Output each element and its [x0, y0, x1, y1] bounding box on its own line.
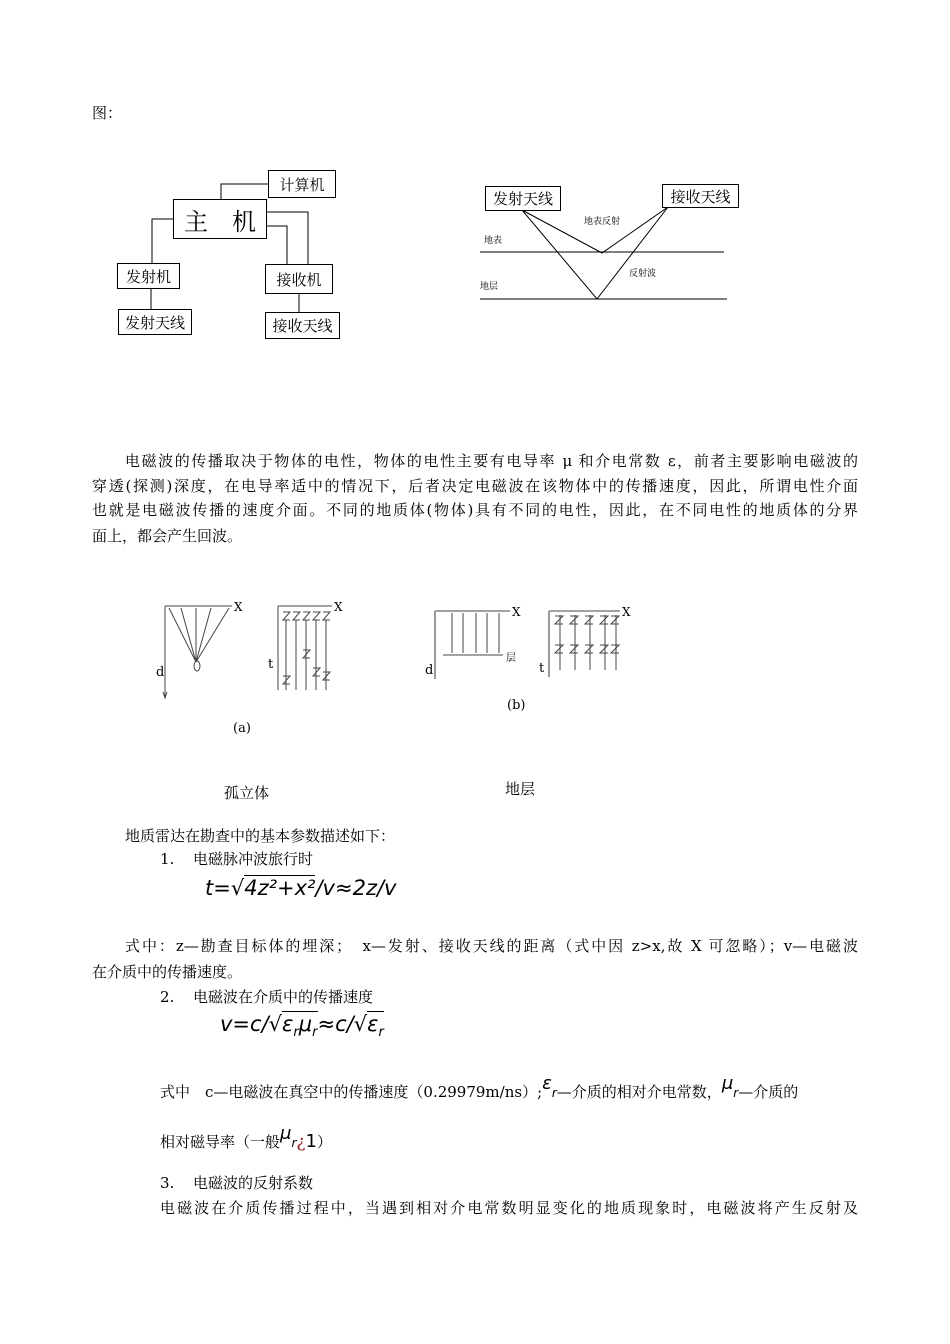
- t-axis-label: t: [539, 661, 545, 676]
- item-number: 1.: [160, 850, 175, 868]
- tx-antenna-box: 发射天线: [118, 309, 192, 335]
- rx-antenna-box: 接收天线: [265, 312, 340, 339]
- label-isolated-body: 孤立体: [224, 784, 270, 802]
- x-axis-label: X: [512, 605, 521, 619]
- sqrt-symbol: √: [230, 876, 245, 900]
- x-axis-label: X: [234, 600, 243, 614]
- formula-part: ε: [282, 1012, 294, 1036]
- formula-part: μ: [298, 1012, 313, 1036]
- x-axis-label: X: [622, 605, 631, 619]
- formula-part: r: [312, 1025, 318, 1041]
- mu-symbol: μ: [721, 1073, 734, 1094]
- formula-part: ≈c/: [317, 1012, 354, 1036]
- reflect-rx-antenna: 接收天线: [662, 184, 739, 208]
- caption-b: (b): [507, 698, 526, 713]
- explanation-line: 在介质中的传播速度。: [92, 963, 243, 981]
- text-part: ）: [316, 1133, 332, 1151]
- formula-travel-time: [205, 876, 396, 900]
- mu-symbol: μ: [280, 1123, 292, 1144]
- text-part: —介质的: [738, 1083, 799, 1101]
- item3-text: 电磁波在介质传播过程中，当遇到相对介电常数明显变化的地质现象时，电磁波将产生反射及: [160, 1199, 858, 1217]
- receiver-box: 接收机: [265, 264, 333, 294]
- garbled-symbol: ¿: [296, 1132, 306, 1152]
- item-title: 电磁波的反射系数: [193, 1174, 314, 1192]
- caption-a: (a): [233, 721, 251, 736]
- layer-mark: 层: [506, 653, 516, 664]
- layer-label: 地层: [480, 282, 499, 292]
- reflected-wave-label: 反射波: [629, 269, 657, 279]
- surface-label: 地表: [484, 236, 503, 246]
- d-axis-label: d: [425, 663, 434, 678]
- formula-part: t=: [205, 876, 231, 900]
- paragraph-line: 穿透(探测)深度，在电导率适中的情况下，后者决定电磁波在该物体中的传播速度，因此，所谓电性介面: [92, 477, 858, 495]
- d-axis-label: d: [156, 665, 165, 680]
- x-axis-label: X: [334, 600, 343, 614]
- label-stratum: 地层: [505, 780, 536, 798]
- paragraph-line: 也就是电磁波传播的速度介面。不同的地质体(物体)具有不同的电性，因此，在不同电性的地质体的分界: [92, 501, 858, 519]
- sqrt-symbol: √: [268, 1012, 283, 1036]
- item-title: 电磁波在介质中的传播速度: [193, 988, 374, 1006]
- transmitter-box: 发射机: [117, 263, 180, 289]
- formula-part: ε: [367, 1012, 379, 1036]
- formula-part: /v≈2z/v: [315, 876, 397, 900]
- text-part: 式中 c—电磁波在真空中的传播速度（0.29979m/ns）;: [160, 1083, 543, 1101]
- formula-velocity: [220, 1012, 384, 1040]
- formula-part: r: [293, 1025, 299, 1041]
- explanation-line: 式中：z—勘查目标体的埋深； x—发射、接收天线的距离（式中因 z>x,故 X 可忽略）；v—电磁波: [125, 937, 858, 955]
- velocity-explanation: [160, 1073, 799, 1102]
- paragraph-line: 电磁波的传播取决于物体的电性，物体的电性主要有电导率 μ 和介电常数 ε，前者主要影响电磁波的: [125, 452, 858, 470]
- sqrt-symbol: √: [353, 1012, 368, 1036]
- item-number: 2.: [160, 988, 175, 1006]
- subscript: r: [291, 1136, 297, 1150]
- formula-part: 4z²+x²: [244, 876, 316, 900]
- intro-text: 地质雷达在勘查中的基本参数描述如下：: [125, 827, 396, 845]
- formula-part: r: [378, 1025, 384, 1041]
- subscript: r: [733, 1086, 739, 1100]
- surface-reflection-label: 地表反射: [584, 217, 621, 227]
- t-axis-label: t: [268, 657, 274, 672]
- text-part: —介质的相对介电常数，: [556, 1083, 722, 1101]
- figure-label: 图：: [92, 104, 123, 122]
- item-title: 电磁脉冲波旅行时: [193, 850, 314, 868]
- formula-part: v=c/: [220, 1012, 269, 1036]
- subscript: r: [551, 1086, 557, 1100]
- text-part: 相对磁导率（一般: [160, 1133, 281, 1151]
- item-number: 3.: [160, 1174, 175, 1192]
- epsilon-symbol: ε: [542, 1073, 552, 1094]
- permeability-line: [160, 1123, 332, 1152]
- text-part: 1: [305, 1131, 317, 1152]
- host-box: 主 机: [173, 199, 267, 239]
- computer-box: 计算机: [268, 170, 336, 198]
- reflect-tx-antenna: 发射天线: [485, 186, 561, 211]
- paragraph-line: 面上，都会产生回波。: [92, 527, 243, 545]
